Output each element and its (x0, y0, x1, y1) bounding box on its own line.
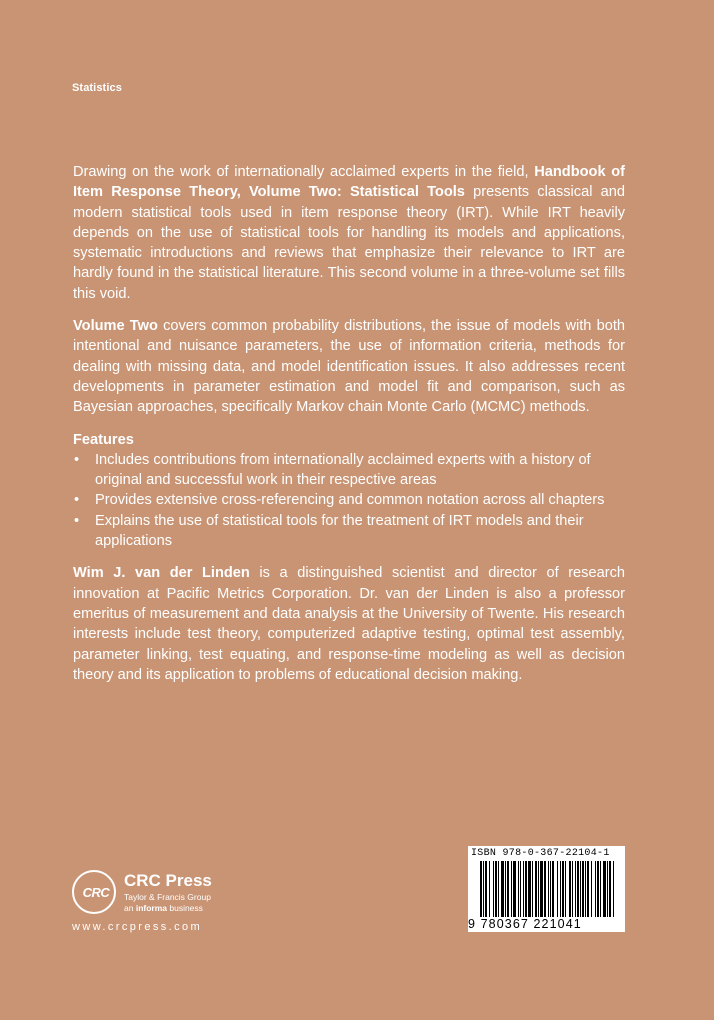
barcode-bar (569, 861, 571, 917)
volume-paragraph (73, 316, 625, 417)
barcode-bar (585, 861, 586, 917)
barcode-bar (575, 861, 576, 917)
isbn-label: ISBN 978-0-367-22104-1 (471, 848, 610, 859)
barcode-bar (520, 861, 521, 917)
barcode-bar (603, 861, 606, 917)
barcode-bar (557, 861, 558, 917)
barcode-bar (580, 861, 581, 917)
barcode-bar (552, 861, 554, 917)
barcode-bar (591, 861, 592, 917)
barcode-bar (505, 861, 506, 917)
barcode-bar (587, 861, 589, 917)
barcode-bar (485, 861, 487, 917)
barcode-bar (528, 861, 531, 917)
intro-text-end: presents classical and modern statistical tools used in item response theory (IRT). While IRT heavily depends on the use of statistical tools for handling its models and applications, systematic introductions and reviews that emphasize their relevance to IRT are hardly found in the statistical literature. This second volume in a three-volume set fills this void. (73, 184, 625, 302)
barcode-bar (607, 861, 608, 917)
publisher-url: www.crcpress.com (72, 921, 203, 933)
barcode-bar (572, 861, 573, 917)
barcode-bar (535, 861, 537, 917)
barcode-bar (538, 861, 539, 917)
barcode-bar (523, 861, 524, 917)
barcode-bar (525, 861, 527, 917)
intro-text-start: Drawing on the work of internationally acclaimed experts in the field, (73, 164, 535, 180)
volume-text: covers common probability distributions, the issue of models with both intentional and nuisance parameters, the use of information criteria, methods for dealing with missing data, and model identification issues. It also addresses recent developments in parameter estimation and model fit and comparison, such as Bayesian approaches, specifically Markov chain Monte Carlo (MCMC) methods. (73, 318, 625, 416)
barcode-bar (544, 861, 546, 917)
barcode-bar (548, 861, 549, 917)
barcode-bar (613, 861, 614, 917)
barcode-bar (562, 861, 564, 917)
barcode-bar (577, 861, 579, 917)
features-list (73, 450, 625, 551)
feature-item: • Provides extensive cross-referencing and common notation across all chapters (73, 490, 625, 510)
barcode-bar (560, 861, 561, 917)
author-paragraph (73, 563, 625, 685)
barcode-bar (565, 861, 566, 917)
barcode-bar (540, 861, 543, 917)
cover-text (73, 162, 625, 697)
feature-item: • Explains the use of statistical tools for the treatment of IRT models and their applications (73, 511, 625, 552)
features-heading: Features (73, 431, 134, 448)
author-name: Wim J. van der Linden (73, 565, 250, 582)
barcode-bar (480, 861, 482, 917)
barcode-digits: 9 780367 221041 (468, 917, 582, 931)
barcode-bar (493, 861, 494, 917)
barcode-bar (511, 861, 512, 917)
publisher-business: an informa business (124, 903, 203, 913)
logo-monogram: CRC (82, 885, 110, 900)
barcode-bar (532, 861, 533, 917)
barcode-bar (489, 861, 490, 917)
category-label: Statistics (72, 82, 122, 94)
intro-paragraph (73, 162, 625, 304)
book-title: Handbook of Item Response Theory, Volume Two: Statistical Tools (73, 164, 625, 201)
barcode-bar (600, 861, 601, 917)
publisher-logo (72, 870, 242, 940)
barcode-bar (518, 861, 519, 917)
barcode-bar (550, 861, 551, 917)
barcode-bar (495, 861, 497, 917)
author-bio: is a distinguished scientist and director of research innovation at Pacific Metrics Corporation. Dr. van der Linden is also a professor emeritus of measurement and data analysis at the University of Twente. His research interests include test theory, computerized adaptive testing, optimal test assembly, parameter linking, test equating, and response-time modeling as well as decision theory and its application to problems of educational decision making. (73, 565, 625, 683)
barcode-bar (582, 861, 584, 917)
barcode-bar (483, 861, 484, 917)
barcode-bars (480, 861, 614, 921)
barcode-bar (597, 861, 599, 917)
isbn-barcode (468, 846, 625, 932)
barcode-bar (507, 861, 509, 917)
barcode-bar (498, 861, 499, 917)
barcode-bar (609, 861, 611, 917)
barcode-bar (501, 861, 504, 917)
barcode-bar (595, 861, 596, 917)
publisher-name: CRC Press (124, 871, 212, 890)
crc-logo-icon (72, 870, 116, 914)
feature-item: • Includes contributions from internationally acclaimed experts with a history of original and successful work in their respective areas (73, 450, 625, 491)
barcode-bar (513, 861, 516, 917)
volume-label: Volume Two (73, 318, 158, 335)
publisher-group: Taylor & Francis Group (124, 892, 211, 902)
